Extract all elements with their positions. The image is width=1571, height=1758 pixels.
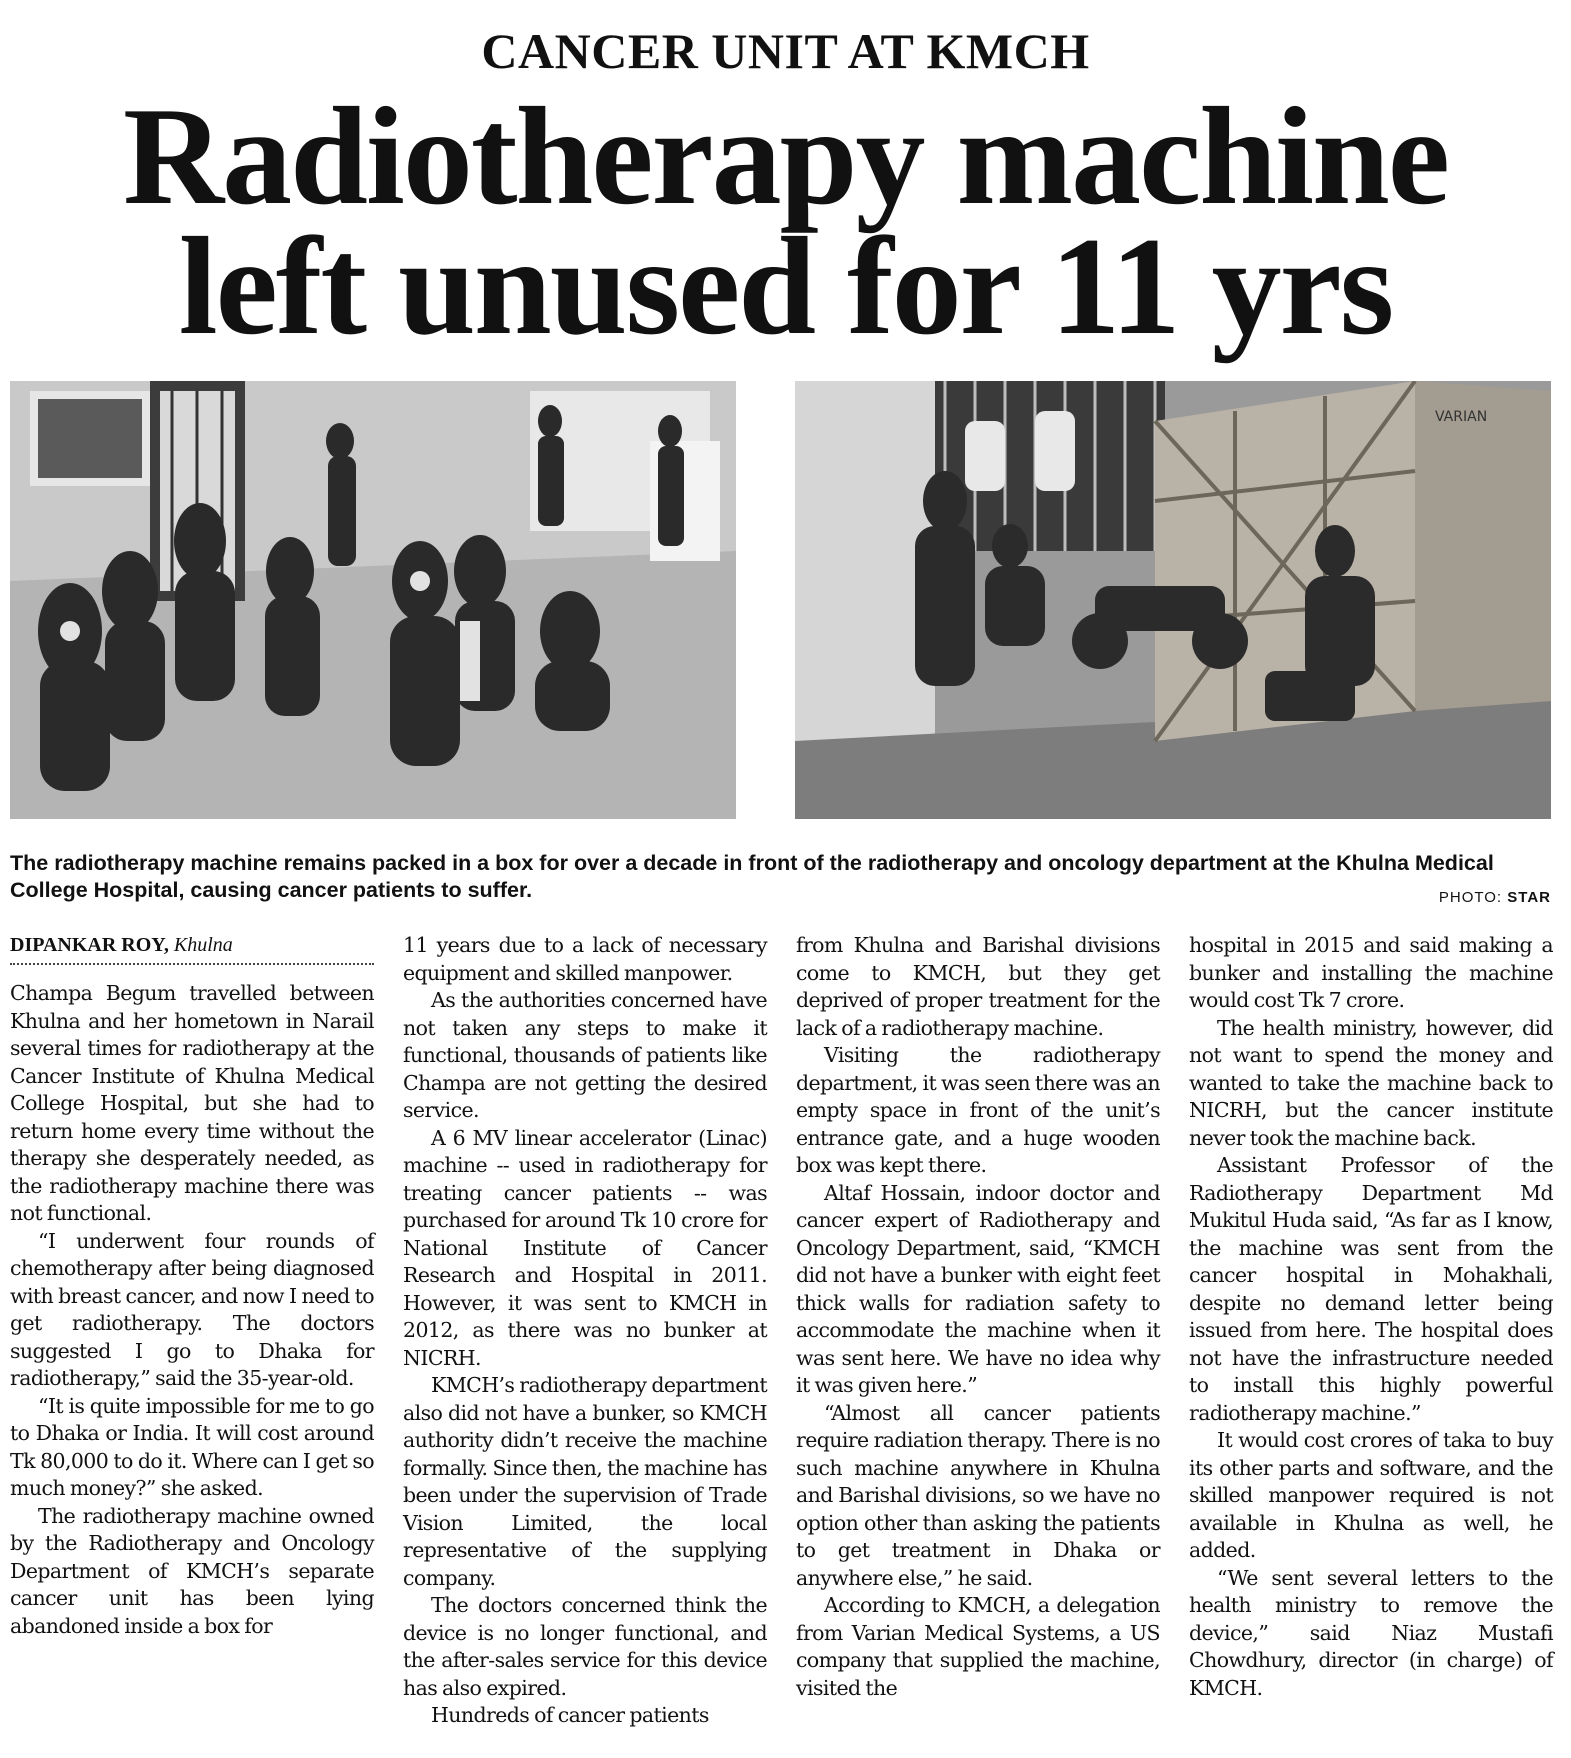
paragraph: Altaf Hossain, indoor doctor and cancer expert of Radiotherapy and Oncology Department, said, “KMCH did not have a bunker with eight feet thick walls for radiation safety to accommodate the machine when it was sent here. We have no idea why it was given here.” — [796, 1180, 1160, 1397]
headline — [0, 79, 1571, 364]
paragraph: “Almost all cancer patients require radiation therapy. There is no such machine anywhere in Khulna and Barishal divisions, so we have no option other than asking the patients to get treatment in Dhaka or anywhere else,” he said. — [796, 1400, 1160, 1590]
article-column-1 — [10, 980, 374, 1640]
article-column-4 — [1189, 932, 1553, 1702]
paragraph: The health ministry, however, did not want to spend the money and wanted to take the machine back to NICRH, but the cancer institute never took the machine back. — [1189, 1015, 1553, 1150]
paragraph: 11 years due to a lack of necessary equipment and skilled manpower. — [403, 933, 767, 985]
headline-line-2: left unused for 11 yrs — [178, 209, 1393, 364]
paragraph: KMCH’s radiotherapy department also did not have a bunker, so KMCH authority didn’t receive the machine formally. Since then, the machine has been under the supervision of Trade Vision Limited, the local representative of the supplying company. — [403, 1373, 767, 1590]
paragraph: “We sent several letters to the health ministry to remove the device,” said Niaz Mustafi Chowdhury, director (in charge) of KMCH. — [1189, 1565, 1553, 1700]
paragraph: A 6 MV linear accelerator (Linac) machine -- used in radiotherapy for treating cancer patients -- was purchased for around Tk 10 crore for National Institute of Cancer Research and Hospital in 2011. However, it was sent to KMCH in 2012, as there was no bunker at NICRH. — [403, 1125, 767, 1370]
paragraph: The radiotherapy machine owned by the Radiotherapy and Oncology Department of KMCH’s separate cancer unit has been lying abandoned inside a box for — [10, 1503, 374, 1638]
paragraph: Hundreds of cancer patients — [431, 1703, 709, 1727]
paragraph: It would cost crores of taka to buy its other parts and software, and the skilled manpower required is not available in Khulna as well, he added. — [1189, 1428, 1553, 1562]
paragraph: As the authorities concerned have not taken any steps to make it functional, thousands of patients like Champa are not getting the desired service. — [403, 988, 767, 1122]
paragraph: Assistant Professor of the Radiotherapy Department Md Mukitul Huda said, “As far as I know, the machine was sent from the cancer hospital in Mohakhali, despite no demand letter being issued from here. The hospital does not have the infrastructure needed to install this highly powerful radiotherapy machine.” — [1189, 1153, 1553, 1425]
article-column-3 — [796, 932, 1160, 1702]
photo-credit — [1439, 889, 1551, 906]
byline — [10, 934, 374, 965]
paragraph: from Khulna and Barishal divisions come to KMCH, but they get deprived of proper treatment for the lack of a radiotherapy machine. — [796, 933, 1160, 1040]
paragraph: “I underwent four rounds of chemotherapy after being diagnosed with breast cancer, and now I need to get radiotherapy. The doctors suggested I go to Dhaka for radiotherapy,” said the 35-year-old. — [10, 1228, 374, 1390]
paragraph: The doctors concerned think the device is no longer functional, and the after-sales service for this device has also expired. — [403, 1593, 767, 1700]
paragraph: Champa Begum travelled between Khulna and her hometown in Narail several times for radiotherapy at the Cancer Institute of Khulna Medical College Hospital, but she had to return home every time without the therapy she desperately needed, as the radiotherapy machine there was not functional. — [10, 981, 374, 1225]
crate-label: VARIAN — [1435, 409, 1488, 425]
photo-wooden-crate — [795, 381, 1551, 819]
paragraph: “It is quite impossible for me to go to Dhaka or India. It will cost around Tk 80,000 to do it. Where can I get so much money?” she asked. — [10, 1393, 374, 1500]
photo-waiting-patients — [10, 381, 736, 819]
byline-location: Khulna — [173, 934, 233, 956]
kicker: CANCER UNIT AT KMCH — [481, 23, 1090, 79]
article-column-2 — [403, 932, 767, 1730]
headline-line-1: Radiotherapy machine — [123, 79, 1448, 234]
paragraph: hospital in 2015 and said making a bunker and installing the machine would cost Tk 7 crore. — [1189, 933, 1553, 1012]
paragraph: According to KMCH, a delegation from Varian Medical Systems, a US company that supplied the machine, visited the — [796, 1593, 1160, 1700]
byline-author: DIPANKAR ROY, — [10, 934, 169, 956]
photo-credit-label: PHOTO: — [1438, 889, 1503, 906]
paragraph: Visiting the radiotherapy department, it was seen there was an empty space in front of the unit’s entrance gate, and a huge wooden box was kept there. — [796, 1043, 1160, 1177]
photo-caption: The radiotherapy machine remains packed in a box for over a decade in front of the radiotherapy and oncology department at the Khulna Medical College Hospital, causing cancer patients to suffer. — [10, 851, 1494, 902]
photo-credit-source: STAR — [1507, 889, 1551, 906]
